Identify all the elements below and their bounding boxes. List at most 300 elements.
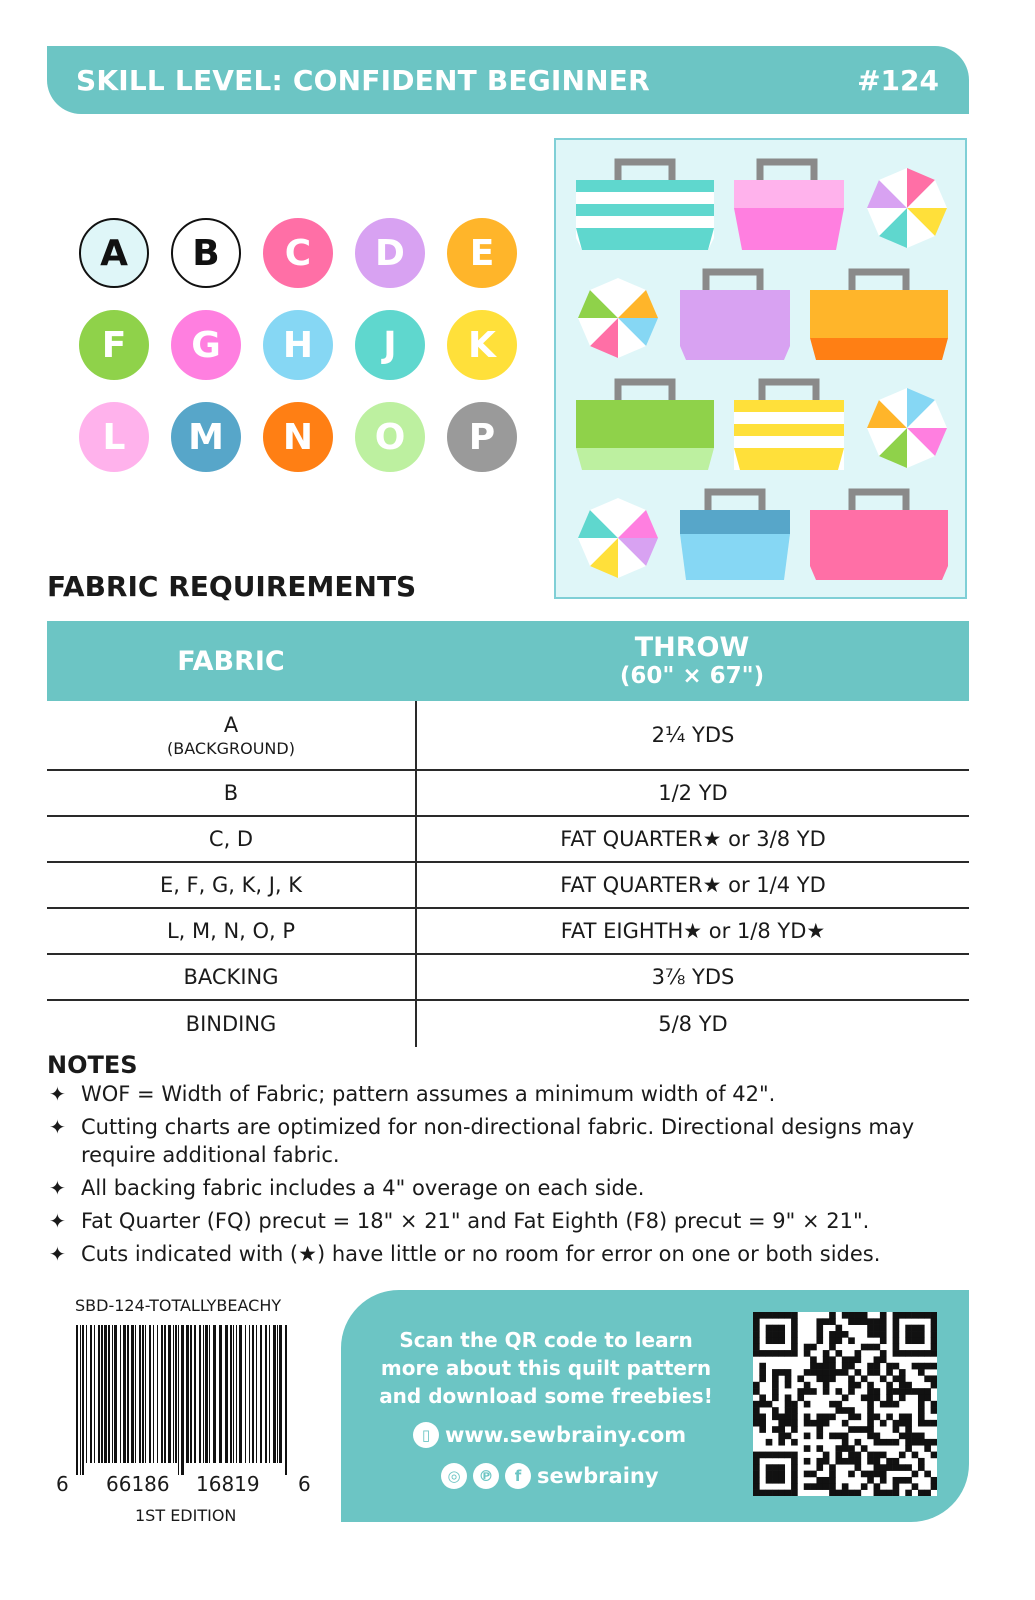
bag-purple bbox=[680, 272, 790, 360]
note-text: All backing fabric includes a 4" overage on each side. bbox=[81, 1176, 645, 1200]
note-item bbox=[47, 1080, 977, 1108]
qr-module bbox=[867, 1369, 874, 1376]
barcode-bar bbox=[82, 1325, 84, 1475]
qr-module bbox=[816, 1458, 823, 1465]
facebook-icon[interactable]: f bbox=[505, 1463, 531, 1489]
qr-module bbox=[791, 1477, 798, 1484]
qr-module bbox=[810, 1483, 817, 1490]
qr-module bbox=[918, 1407, 925, 1414]
qr-module bbox=[893, 1375, 900, 1382]
barcode-bar bbox=[168, 1325, 171, 1463]
note-item bbox=[47, 1240, 977, 1268]
notes-list bbox=[47, 1080, 977, 1273]
qr-module bbox=[912, 1350, 919, 1357]
qr-module bbox=[778, 1420, 785, 1427]
qr-module bbox=[912, 1439, 919, 1446]
star-bullet-icon: ✦ bbox=[49, 1115, 66, 1139]
website-link[interactable] bbox=[413, 1422, 686, 1448]
qr-module bbox=[791, 1331, 798, 1338]
pinwheel-2 bbox=[578, 278, 658, 358]
qr-module bbox=[874, 1388, 881, 1395]
qr-module bbox=[924, 1388, 931, 1395]
qr-module bbox=[893, 1490, 900, 1496]
qr-module bbox=[880, 1464, 887, 1471]
pattern-number: #124 bbox=[857, 64, 939, 97]
qr-module bbox=[804, 1414, 811, 1421]
qr-module bbox=[759, 1394, 766, 1401]
qr-module bbox=[880, 1312, 887, 1319]
qr-module bbox=[835, 1331, 842, 1338]
qr-module bbox=[918, 1394, 925, 1401]
qr-module bbox=[855, 1452, 862, 1459]
qr-module bbox=[867, 1388, 874, 1395]
table-row bbox=[47, 771, 969, 817]
qr-module bbox=[816, 1369, 823, 1376]
qr-module bbox=[931, 1452, 937, 1459]
qr-module bbox=[893, 1464, 900, 1471]
amount-cell: FAT QUARTER★ or 3/8 YD bbox=[415, 817, 969, 861]
qr-module bbox=[905, 1388, 912, 1395]
qr-module bbox=[759, 1350, 766, 1357]
fabric-name: L, M, N, O, P bbox=[166, 919, 296, 943]
fabric-name: A bbox=[223, 712, 239, 737]
qr-module bbox=[772, 1414, 779, 1421]
fabric-name: B bbox=[223, 781, 239, 805]
qr-module bbox=[766, 1452, 773, 1459]
qr-module bbox=[924, 1350, 931, 1357]
qr-module bbox=[772, 1426, 779, 1433]
qr-module bbox=[835, 1433, 842, 1440]
qr-module bbox=[848, 1452, 855, 1459]
qr-module bbox=[797, 1375, 804, 1382]
qr-module bbox=[905, 1433, 912, 1440]
qr-module bbox=[791, 1490, 798, 1496]
qr-module bbox=[791, 1464, 798, 1471]
qr-module bbox=[842, 1363, 849, 1370]
qr-module bbox=[893, 1426, 900, 1433]
qr-module bbox=[772, 1388, 779, 1395]
qr-module bbox=[874, 1369, 881, 1376]
qr-module bbox=[855, 1369, 862, 1376]
qr-module bbox=[899, 1452, 906, 1459]
qr-module bbox=[880, 1471, 887, 1478]
fabric-cell bbox=[47, 909, 415, 953]
qr-module bbox=[823, 1388, 830, 1395]
skill-level-banner bbox=[47, 46, 969, 114]
barcode-bar bbox=[131, 1325, 134, 1463]
qr-module bbox=[804, 1471, 811, 1478]
qr-module bbox=[766, 1401, 773, 1408]
qr-module bbox=[797, 1394, 804, 1401]
qr-module bbox=[899, 1420, 906, 1427]
note-text: Cuts indicated with (★) have little or no room for error on one or both sides. bbox=[81, 1242, 881, 1266]
qr-module bbox=[886, 1369, 893, 1376]
qr-module bbox=[893, 1312, 900, 1319]
qr-module bbox=[931, 1483, 937, 1490]
qr-module bbox=[886, 1458, 893, 1465]
header-fabric: FABRIC bbox=[177, 645, 285, 677]
qr-module bbox=[918, 1458, 925, 1465]
phone-icon: ▯ bbox=[413, 1422, 439, 1448]
qr-module bbox=[778, 1452, 785, 1459]
qr-module bbox=[861, 1394, 868, 1401]
barcode-bar bbox=[269, 1325, 270, 1463]
qr-module bbox=[810, 1420, 817, 1427]
qr-module bbox=[785, 1375, 792, 1382]
qr-module bbox=[791, 1350, 798, 1357]
qr-module bbox=[848, 1337, 855, 1344]
qr-module bbox=[880, 1439, 887, 1446]
qr-module bbox=[880, 1337, 887, 1344]
qr-module bbox=[835, 1325, 842, 1332]
qr-module bbox=[778, 1350, 785, 1357]
qr-module bbox=[931, 1337, 937, 1344]
qr-module bbox=[823, 1452, 830, 1459]
qr-module bbox=[835, 1458, 842, 1465]
qr-module bbox=[912, 1433, 919, 1440]
qr-module bbox=[785, 1490, 792, 1496]
qr-module bbox=[772, 1312, 779, 1319]
qr-module bbox=[874, 1464, 881, 1471]
qr-module bbox=[816, 1420, 823, 1427]
qr-module bbox=[918, 1350, 925, 1357]
qr-module bbox=[759, 1414, 766, 1421]
qr-module bbox=[918, 1337, 925, 1344]
qr-module bbox=[867, 1471, 874, 1478]
qr-module bbox=[899, 1464, 906, 1471]
qr-module bbox=[842, 1445, 849, 1452]
qr-module bbox=[867, 1394, 874, 1401]
qr-module bbox=[829, 1375, 836, 1382]
qr-module bbox=[899, 1388, 906, 1395]
qr-module bbox=[823, 1369, 830, 1376]
website-text: www.sewbrainy.com bbox=[445, 1423, 687, 1447]
barcode-bar bbox=[203, 1325, 204, 1463]
qr-module bbox=[753, 1490, 760, 1496]
qr-module bbox=[791, 1471, 798, 1478]
qr-module bbox=[823, 1458, 830, 1465]
qr-module bbox=[772, 1331, 779, 1338]
qr-module bbox=[931, 1439, 937, 1446]
qr-module bbox=[931, 1401, 937, 1408]
qr-module bbox=[918, 1363, 925, 1370]
qr-module bbox=[804, 1445, 811, 1452]
qr-module bbox=[778, 1426, 785, 1433]
qr-module bbox=[855, 1382, 862, 1389]
qr-module bbox=[886, 1394, 893, 1401]
barcode-bar bbox=[120, 1325, 121, 1463]
barcode-bar bbox=[173, 1325, 174, 1463]
qr-module bbox=[766, 1471, 773, 1478]
qr-module bbox=[816, 1414, 823, 1421]
qr-module bbox=[823, 1356, 830, 1363]
qr-module bbox=[785, 1420, 792, 1427]
notes-title: NOTES bbox=[47, 1051, 138, 1079]
swatch-j: J bbox=[355, 310, 425, 380]
qr-module bbox=[778, 1433, 785, 1440]
qr-module bbox=[785, 1452, 792, 1459]
qr-module bbox=[810, 1471, 817, 1478]
qr-module bbox=[861, 1344, 868, 1351]
pinterest-icon[interactable]: ℗ bbox=[473, 1463, 499, 1489]
qr-module bbox=[905, 1350, 912, 1357]
qr-module bbox=[835, 1337, 842, 1344]
qr-module bbox=[931, 1325, 937, 1332]
qr-module bbox=[931, 1375, 937, 1382]
barcode-bar bbox=[94, 1325, 95, 1463]
qr-module bbox=[905, 1439, 912, 1446]
barcode-bar bbox=[273, 1325, 276, 1463]
barcode-bar bbox=[98, 1325, 100, 1463]
barcode-bar bbox=[213, 1325, 216, 1463]
swatch-p: P bbox=[447, 402, 517, 472]
qr-module bbox=[918, 1388, 925, 1395]
qr-module bbox=[778, 1331, 785, 1338]
qr-module bbox=[785, 1382, 792, 1389]
qr-module bbox=[848, 1312, 855, 1319]
barcode-bar bbox=[265, 1325, 267, 1463]
qr-module bbox=[855, 1312, 862, 1319]
qr-module bbox=[766, 1439, 773, 1446]
qr-module bbox=[753, 1464, 760, 1471]
qr-module bbox=[759, 1363, 766, 1370]
qr-module bbox=[778, 1439, 785, 1446]
qr-module bbox=[905, 1382, 912, 1389]
qr-module bbox=[918, 1464, 925, 1471]
qr-module bbox=[772, 1337, 779, 1344]
barcode-bar bbox=[239, 1325, 242, 1463]
star-bullet-icon: ✦ bbox=[49, 1176, 66, 1200]
qr-module bbox=[842, 1312, 849, 1319]
qr-module bbox=[816, 1337, 823, 1344]
qr-module bbox=[791, 1407, 798, 1414]
swatch-m: M bbox=[171, 402, 241, 472]
barcode-bar bbox=[181, 1325, 184, 1475]
amount-cell: 3⅞ YDS bbox=[415, 955, 969, 999]
qr-module bbox=[893, 1363, 900, 1370]
qr-module bbox=[791, 1458, 798, 1465]
qr-module bbox=[924, 1471, 931, 1478]
qr-module bbox=[886, 1401, 893, 1408]
qr-module bbox=[766, 1331, 773, 1338]
social-handle: sewbrainy bbox=[537, 1464, 659, 1488]
qr-module bbox=[861, 1445, 868, 1452]
note-text: WOF = Width of Fabric; pattern assumes a minimum width of 42". bbox=[81, 1082, 776, 1106]
swatch-l: L bbox=[79, 402, 149, 472]
qr-module bbox=[867, 1401, 874, 1408]
barcode-bar bbox=[123, 1325, 126, 1463]
qr-module bbox=[912, 1331, 919, 1338]
qr-module bbox=[791, 1401, 798, 1408]
qr-module bbox=[772, 1452, 779, 1459]
barcode-bar bbox=[225, 1325, 228, 1463]
qr-module bbox=[753, 1407, 760, 1414]
qr-module bbox=[848, 1490, 855, 1496]
qr-module bbox=[753, 1312, 760, 1319]
qr-module bbox=[886, 1388, 893, 1395]
qr-module bbox=[753, 1477, 760, 1484]
barcode-bar bbox=[157, 1325, 158, 1463]
qr-module bbox=[905, 1477, 912, 1484]
qr-module bbox=[791, 1420, 798, 1427]
qr-module bbox=[861, 1318, 868, 1325]
qr-module bbox=[893, 1331, 900, 1338]
qr-module bbox=[816, 1318, 823, 1325]
swatch-g: G bbox=[171, 310, 241, 380]
qr-module bbox=[931, 1318, 937, 1325]
skill-level: SKILL LEVEL: CONFIDENT BEGINNER bbox=[76, 64, 650, 97]
qr-module bbox=[829, 1344, 836, 1351]
qr-module bbox=[791, 1439, 798, 1446]
qr-module bbox=[759, 1490, 766, 1496]
qr-module bbox=[842, 1490, 849, 1496]
qr-module bbox=[880, 1452, 887, 1459]
qr-module bbox=[842, 1439, 849, 1446]
qr-module bbox=[753, 1420, 760, 1427]
bag-pink bbox=[734, 162, 844, 250]
qr-module bbox=[829, 1363, 836, 1370]
qr-module bbox=[874, 1356, 881, 1363]
qr-module bbox=[842, 1407, 849, 1414]
fabric-cell bbox=[47, 955, 415, 999]
amount-cell: FAT QUARTER★ or 1/4 YD bbox=[415, 863, 969, 907]
qr-module bbox=[848, 1375, 855, 1382]
qr-module bbox=[804, 1458, 811, 1465]
qr-module bbox=[905, 1337, 912, 1344]
bag-yellow-striped bbox=[734, 382, 844, 470]
qr-module bbox=[880, 1420, 887, 1427]
barcode-bar bbox=[219, 1325, 222, 1463]
qr-module bbox=[861, 1426, 868, 1433]
social-links[interactable] bbox=[441, 1463, 659, 1489]
qr-module bbox=[899, 1477, 906, 1484]
qr-module bbox=[772, 1407, 779, 1414]
barcode-bar bbox=[260, 1325, 262, 1463]
qr-module bbox=[931, 1420, 937, 1427]
qr-module bbox=[791, 1318, 798, 1325]
qr-module bbox=[766, 1464, 773, 1471]
amount-cell: 1/2 YD bbox=[415, 771, 969, 815]
qr-module bbox=[823, 1350, 830, 1357]
qr-module bbox=[759, 1426, 766, 1433]
amount-cell: 2¼ YDS bbox=[415, 701, 969, 769]
qr-module bbox=[867, 1325, 874, 1332]
qr-module bbox=[924, 1312, 931, 1319]
qr-module bbox=[772, 1471, 779, 1478]
qr-module bbox=[918, 1312, 925, 1319]
qr-module bbox=[893, 1337, 900, 1344]
qr-module bbox=[893, 1483, 900, 1490]
qr-module bbox=[867, 1452, 874, 1459]
qr-module bbox=[880, 1401, 887, 1408]
qr-module bbox=[880, 1331, 887, 1338]
qr-module bbox=[823, 1363, 830, 1370]
table-row bbox=[47, 863, 969, 909]
qr-module bbox=[855, 1464, 862, 1471]
barcode-bar bbox=[190, 1325, 192, 1463]
qr-module bbox=[861, 1312, 868, 1319]
fabric-cell bbox=[47, 863, 415, 907]
barcode-bar bbox=[161, 1325, 163, 1463]
barcode-bar bbox=[178, 1325, 179, 1475]
barcode-bar bbox=[114, 1325, 117, 1463]
qr-module bbox=[835, 1445, 842, 1452]
fabric-name: E, F, G, K, J, K bbox=[159, 873, 303, 897]
barcode-bar bbox=[252, 1325, 254, 1463]
qr-module bbox=[804, 1420, 811, 1427]
qr-module bbox=[778, 1337, 785, 1344]
barcode-digit-2: 66186 bbox=[106, 1472, 170, 1496]
qr-module bbox=[823, 1420, 830, 1427]
qr-module bbox=[778, 1312, 785, 1319]
swatch-e: E bbox=[447, 218, 517, 288]
barcode-bar bbox=[80, 1325, 81, 1475]
qr-module bbox=[753, 1318, 760, 1325]
qr-module bbox=[912, 1471, 919, 1478]
qr-module bbox=[874, 1363, 881, 1370]
qr-module bbox=[835, 1407, 842, 1414]
qr-code[interactable] bbox=[753, 1312, 937, 1496]
qr-module bbox=[893, 1401, 900, 1408]
qr-module bbox=[766, 1477, 773, 1484]
qr-module bbox=[753, 1452, 760, 1459]
qr-module bbox=[816, 1363, 823, 1370]
barcode-bar bbox=[249, 1325, 250, 1463]
qr-module bbox=[759, 1420, 766, 1427]
qr-module bbox=[924, 1394, 931, 1401]
qr-module bbox=[772, 1350, 779, 1357]
qr-module bbox=[931, 1382, 937, 1389]
qr-module bbox=[931, 1363, 937, 1370]
qr-module bbox=[855, 1356, 862, 1363]
qr-module bbox=[759, 1401, 766, 1408]
instagram-icon[interactable]: ◎ bbox=[441, 1463, 467, 1489]
qr-module bbox=[829, 1483, 836, 1490]
qr-module bbox=[816, 1464, 823, 1471]
qr-module bbox=[785, 1407, 792, 1414]
qr-module bbox=[924, 1375, 931, 1382]
barcode-bar bbox=[175, 1325, 177, 1463]
edition-label: 1ST EDITION bbox=[135, 1506, 237, 1525]
qr-module bbox=[791, 1426, 798, 1433]
qr-module bbox=[880, 1375, 887, 1382]
qr-module bbox=[842, 1369, 849, 1376]
qr-module bbox=[912, 1312, 919, 1319]
qr-module bbox=[791, 1337, 798, 1344]
qr-module bbox=[867, 1426, 874, 1433]
barcode-bar bbox=[135, 1325, 136, 1463]
qr-module bbox=[918, 1433, 925, 1440]
barcode-bar bbox=[149, 1325, 151, 1463]
qr-module bbox=[842, 1331, 849, 1338]
qr-module bbox=[905, 1331, 912, 1338]
qr-module bbox=[816, 1483, 823, 1490]
qr-module bbox=[924, 1490, 931, 1496]
qr-module bbox=[759, 1452, 766, 1459]
qr-module bbox=[874, 1394, 881, 1401]
pinwheel-1 bbox=[867, 168, 947, 248]
qr-module bbox=[829, 1401, 836, 1408]
barcode-bar bbox=[153, 1325, 154, 1463]
qr-module bbox=[753, 1471, 760, 1478]
qr-module bbox=[855, 1458, 862, 1465]
qr-module bbox=[829, 1433, 836, 1440]
qr-module bbox=[905, 1325, 912, 1332]
qr-module bbox=[785, 1414, 792, 1421]
swatch-h: H bbox=[263, 310, 333, 380]
qr-module bbox=[874, 1325, 881, 1332]
barcode-bar bbox=[76, 1325, 78, 1475]
